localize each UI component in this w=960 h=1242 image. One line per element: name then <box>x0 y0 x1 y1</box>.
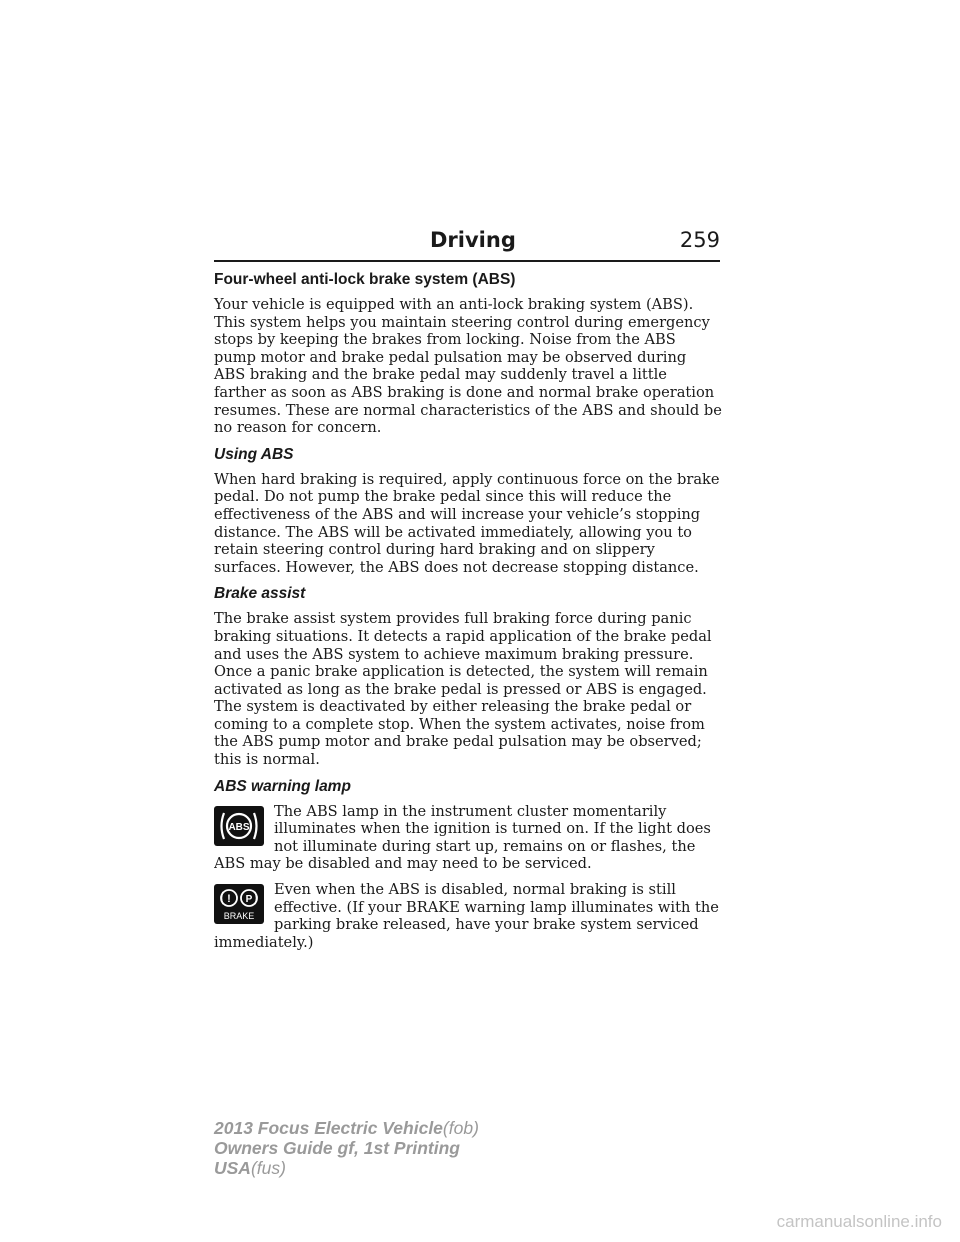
page-number: 259 <box>679 228 720 252</box>
paragraph-abs-lamp-2: Even when the ABS is disabled, normal braking is still effective. (If your BRAKE warning lamp illuminates with the parking brake released, have your brake system serviced immediately.) <box>214 881 719 951</box>
paragraph-brake-assist: The brake assist system provides full braking force during panic braking situations. It detects a rapid application of the brake pedal and uses the ABS system to achieve maximum braking pressure. Once a panic brake application is detected, the system will remain activated as long as the brake pedal is pressed or ABS is engaged. The system is deactivated by either releasing the brake pedal or coming to a complete stop. When the system activates, noise from the ABS pump motor and brake pedal pulsation may be observed; this is normal. <box>214 610 712 769</box>
footer-line-1 <box>214 1118 479 1138</box>
watermark: carmanualsonline.info <box>776 1212 942 1231</box>
page-content <box>214 270 722 959</box>
brake-warning-lamp-icon <box>214 884 264 924</box>
brake-icon-label: BRAKE <box>223 911 255 922</box>
heading-abs: Four-wheel anti-lock brake system (ABS) <box>214 271 516 288</box>
brake-lamp-block <box>214 881 722 959</box>
footer-region: USA <box>214 1158 251 1178</box>
paragraph-using-abs: When hard braking is required, apply continuous force on the brake pedal. Do not pump the brake pedal since this will reduce the effectiveness of the ABS and will increase your vehicle’s stopping distance. The ABS will be activated immediately, allowing you to retain steering control during hard braking and on slippery surfaces. However, the ABS does not decrease stopping distance. <box>214 470 720 576</box>
parking-icon: P <box>245 894 253 906</box>
exclamation-icon: ! <box>227 893 231 906</box>
page-footer <box>214 1118 479 1178</box>
footer-line-2: Owners Guide gf, 1st Printing <box>214 1138 460 1158</box>
page-header <box>214 228 720 262</box>
abs-icon-label: ABS <box>228 821 250 833</box>
footer-line-3 <box>214 1158 479 1178</box>
abs-warning-lamp-icon <box>214 806 264 846</box>
heading-brake-assist: Brake assist <box>214 585 306 603</box>
heading-using-abs: Using ABS <box>214 445 294 463</box>
footer-vehicle-code: (fob) <box>442 1118 479 1138</box>
footer-vehicle: 2013 Focus Electric Vehicle <box>214 1118 443 1138</box>
paragraph-abs: Your vehicle is equipped with an anti-lock braking system (ABS). This system helps you maintain steering control during emergency stops by keeping the brakes from locking. Noise from the ABS pump motor and brake pedal pulsation may be observed during ABS braking and the brake pedal may suddenly travel a little farther as soon as ABS braking is done and normal brake operation resumes. These are normal characteristics of the ABS and should be no reason for concern. <box>214 296 722 437</box>
heading-abs-warning-lamp: ABS warning lamp <box>214 777 351 795</box>
section-title: Driving <box>430 228 516 252</box>
paragraph-abs-lamp-1: The ABS lamp in the instrument cluster momentarily illuminates when the ignition is turned on. If the light does not illuminate during start up, remains on or flashes, the ABS may be disabled and may need to be serviced. <box>214 802 711 873</box>
abs-lamp-block <box>214 803 722 881</box>
footer-region-code: (fus) <box>250 1158 286 1178</box>
